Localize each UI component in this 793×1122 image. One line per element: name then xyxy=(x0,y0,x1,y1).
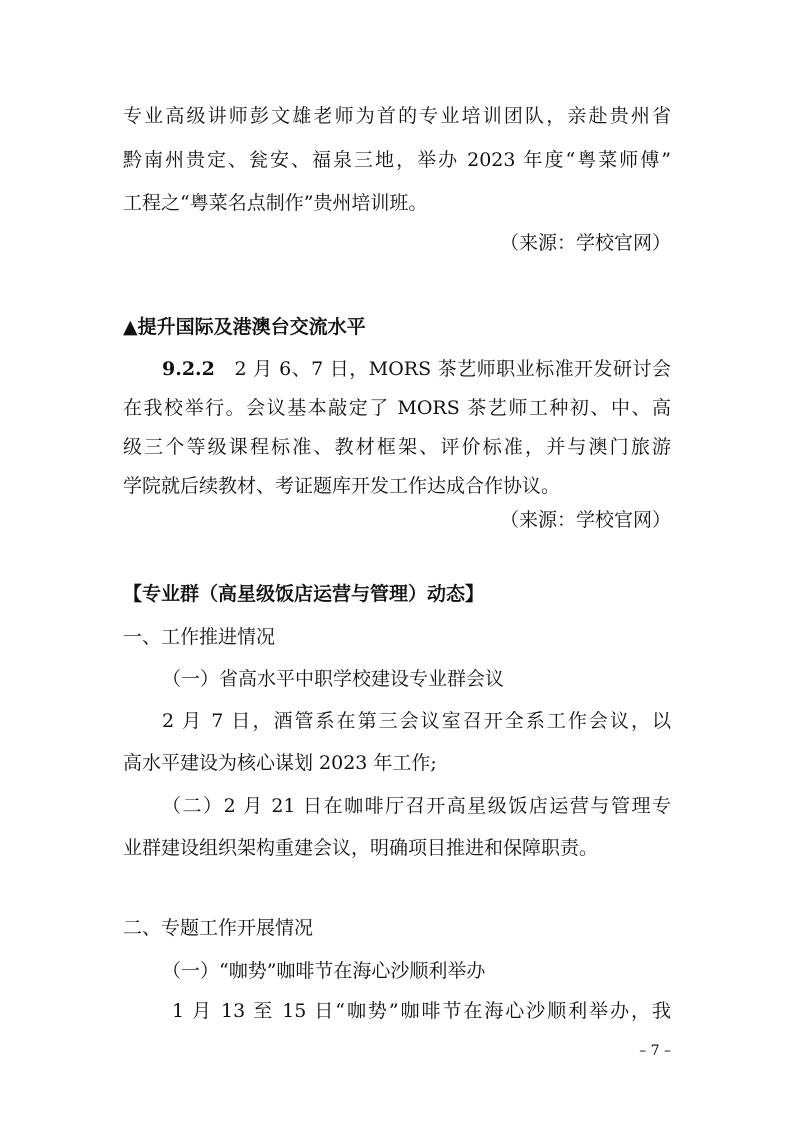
paragraph-line: 黔南州贵定、瓮安、福泉三地，举办 2023 年度“粤菜师傅” xyxy=(123,149,671,171)
paragraph-line: 专业高级讲师彭文雄老师为首的专业培训团队，亲赴贵州省 xyxy=(123,105,671,127)
section-heading: ▲提升国际及港澳台交流水平 xyxy=(123,316,366,338)
paragraph-line: 2 月 7 日，酒管系在第三会议室召开全系工作会议，以 xyxy=(162,710,671,732)
source-note: （来源：学校官网） xyxy=(499,232,671,254)
paragraph-line xyxy=(162,358,671,380)
sub-heading: （一）省高水平中职学校建设专业群会议 xyxy=(162,668,505,690)
page-number: – 7 – xyxy=(639,1043,671,1059)
paragraph-line: 级三个等级课程标准、教材框架、评价标准，并与澳门旅游 xyxy=(123,436,671,458)
item-number: 9.2.2 xyxy=(162,358,215,380)
paragraph-line: 工程之“粤菜名点制作”贵州培训班。 xyxy=(123,192,428,214)
group-title: 【专业群（高星级饭店运营与管理）动态】 xyxy=(123,583,485,605)
paragraph-line: 1 月 13 至 15 日“咖势”咖啡节在海心沙顺利举办，我 xyxy=(172,1000,671,1022)
paragraph-line: 高水平建设为核心谋划 2023 年工作; xyxy=(123,752,437,774)
paragraph-line: 学院就后续教材、考证题库开发工作达成合作协议。 xyxy=(123,475,561,497)
sub-heading: （一）“咖势”咖啡节在海心沙顺利举办 xyxy=(162,960,486,982)
source-note: （来源：学校官网） xyxy=(499,509,671,531)
part-heading: 二、专题工作开展情况 xyxy=(123,917,314,939)
part-heading: 一、工作推进情况 xyxy=(123,626,276,648)
paragraph-line: 在我校举行。会议基本敲定了 MORS 茶艺师工种初、中、高 xyxy=(123,397,671,419)
paragraph-text: 2 月 6、7 日，MORS 茶艺师职业标准开发研讨会 xyxy=(234,358,671,380)
paragraph-line: 业群建设组织架构重建会议，明确项目推进和保障职责。 xyxy=(123,837,599,859)
paragraph-line: （二）2 月 21 日在咖啡厅召开高星级饭店运营与管理专 xyxy=(162,795,671,817)
